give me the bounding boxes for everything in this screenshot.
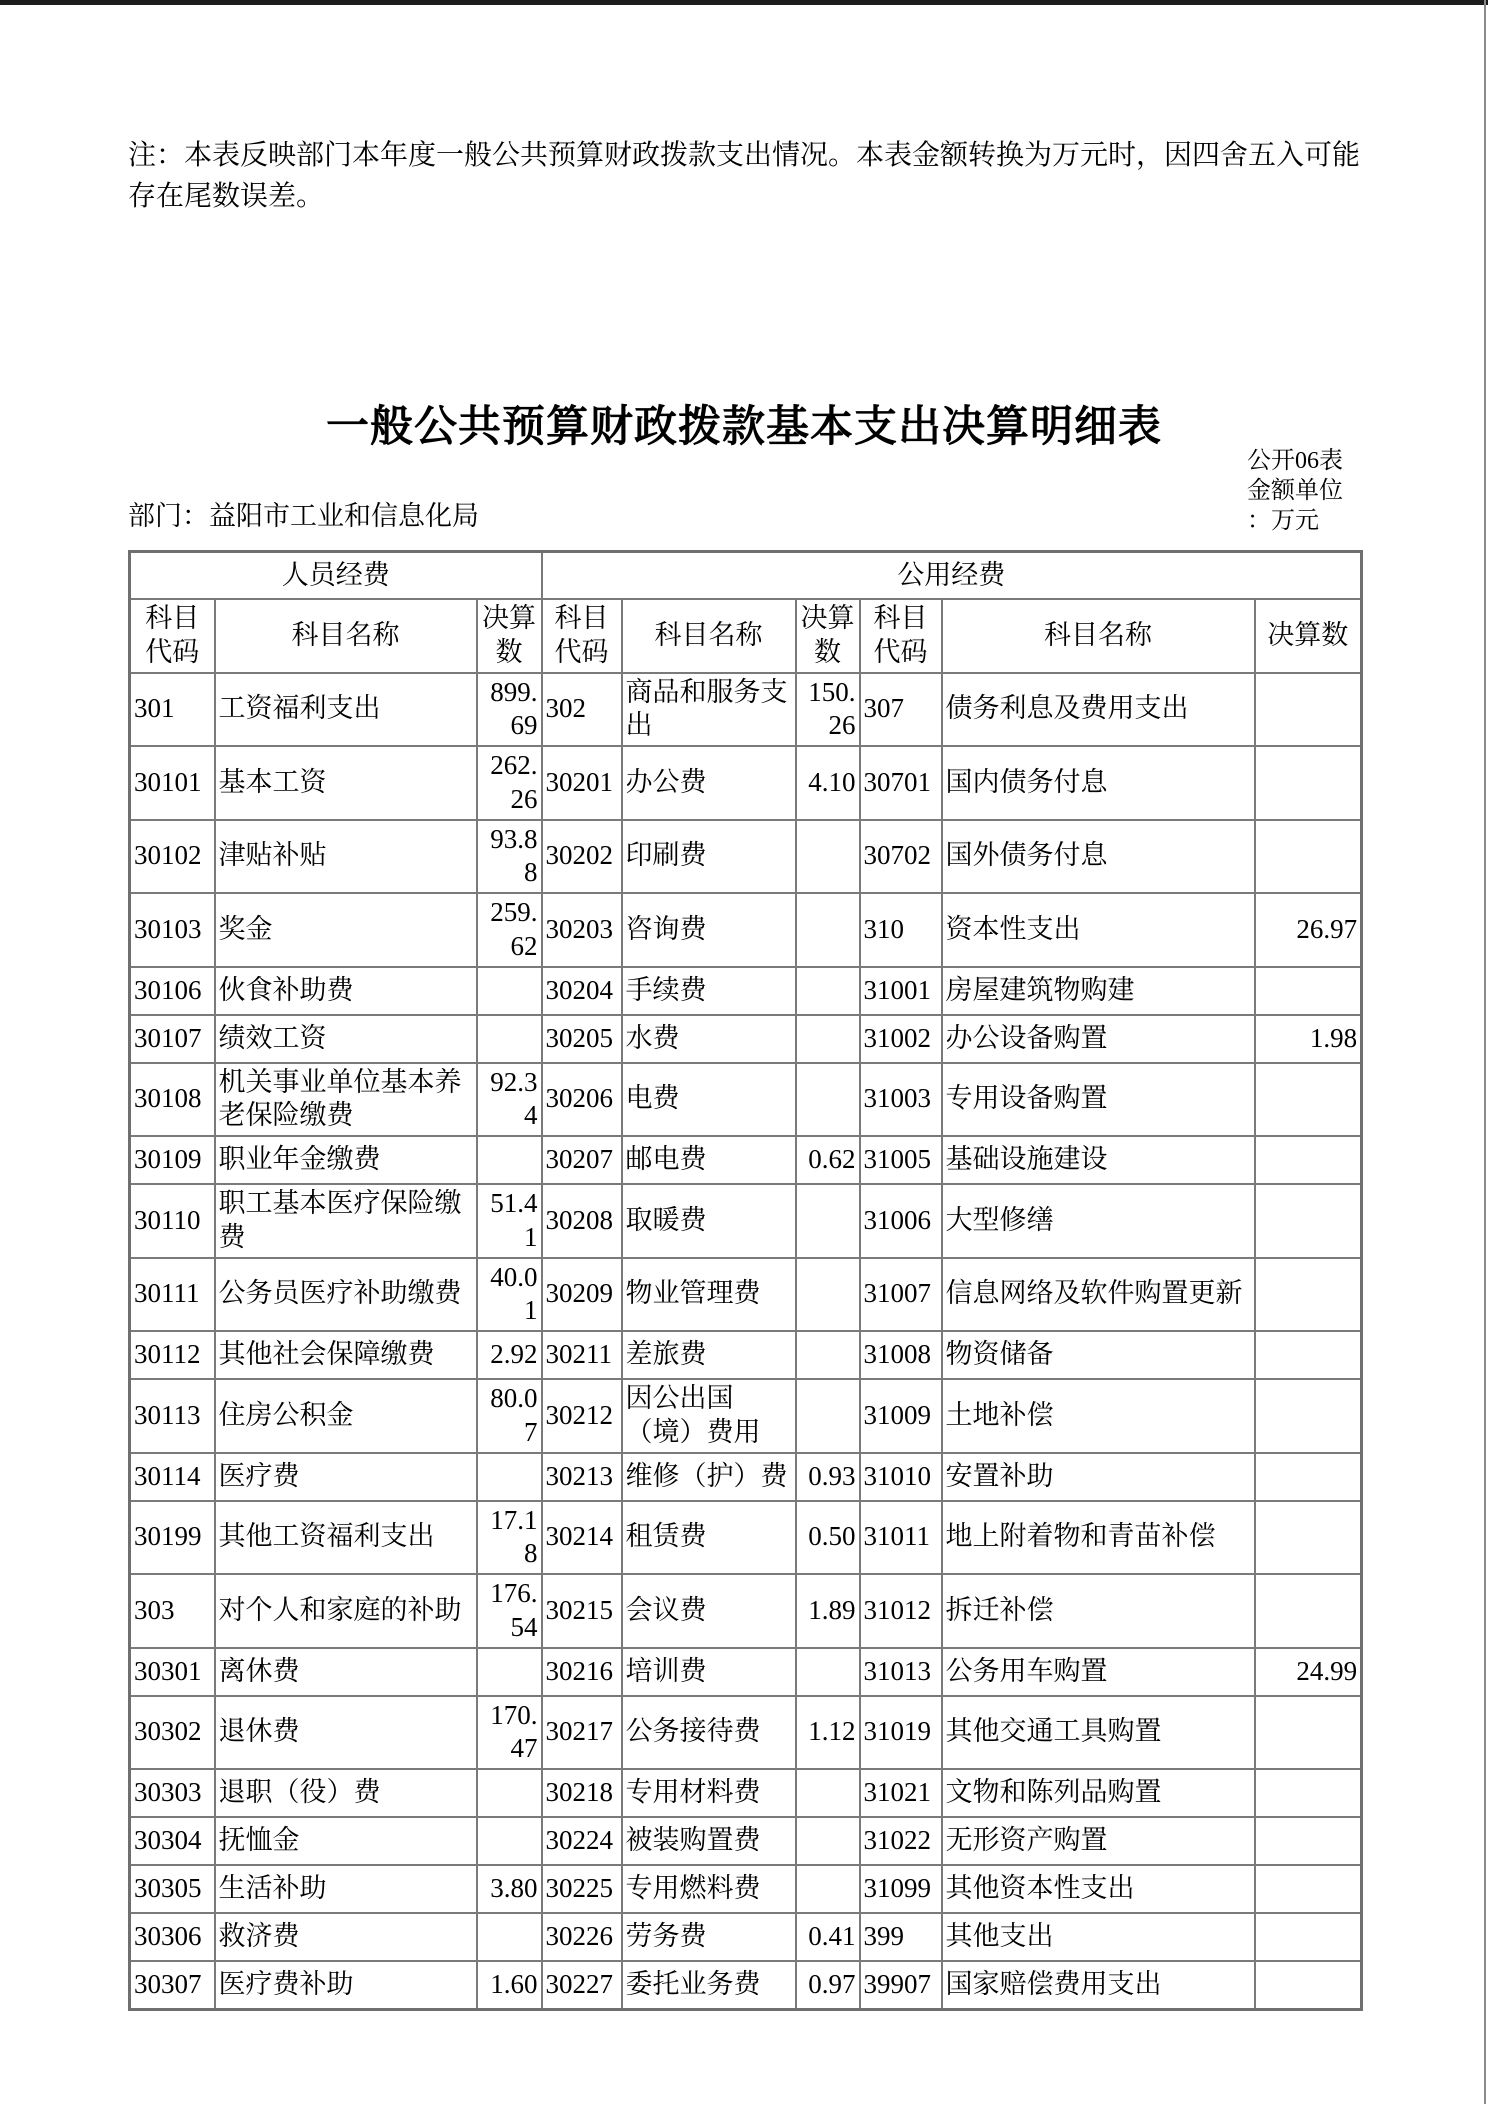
table-row bbox=[130, 1184, 1362, 1258]
cell-value: 0.62 bbox=[796, 1136, 860, 1184]
cell-name: 取暖费 bbox=[622, 1184, 796, 1258]
cell-value bbox=[796, 1015, 860, 1063]
cell-code: 31001 bbox=[860, 967, 942, 1015]
cell-value: 40.01 bbox=[477, 1258, 542, 1332]
cell-name: 公务用车购置 bbox=[942, 1648, 1255, 1696]
cell-code: 30114 bbox=[130, 1453, 215, 1501]
cell-name: 工资福利支出 bbox=[215, 673, 477, 747]
cell-value: 262.26 bbox=[477, 746, 542, 820]
cell-value bbox=[1255, 1184, 1362, 1258]
cell-name: 机关事业单位基本养老保险缴费 bbox=[215, 1063, 477, 1137]
group-header-public: 公用经费 bbox=[542, 552, 1362, 600]
cell-name: 印刷费 bbox=[622, 820, 796, 894]
cell-value bbox=[796, 1258, 860, 1332]
cell-code: 31019 bbox=[860, 1696, 942, 1770]
page-title: 一般公共预算财政拨款基本支出决算明细表 bbox=[326, 404, 1162, 451]
cell-name: 住房公积金 bbox=[215, 1379, 477, 1453]
cell-code: 30108 bbox=[130, 1063, 215, 1137]
cell-value bbox=[1255, 1961, 1362, 2010]
cell-code: 30102 bbox=[130, 820, 215, 894]
cell-code: 307 bbox=[860, 673, 942, 747]
cell-code: 31008 bbox=[860, 1331, 942, 1379]
cell-name: 租赁费 bbox=[622, 1501, 796, 1575]
cell-name: 土地补偿 bbox=[942, 1379, 1255, 1453]
cell-name: 医疗费补助 bbox=[215, 1961, 477, 2010]
cell-name: 委托业务费 bbox=[622, 1961, 796, 2010]
cell-code: 30112 bbox=[130, 1331, 215, 1379]
cell-name: 其他资本性支出 bbox=[942, 1865, 1255, 1913]
cell-value: 92.34 bbox=[477, 1063, 542, 1137]
cell-name: 奖金 bbox=[215, 893, 477, 967]
cell-code: 30209 bbox=[542, 1258, 622, 1332]
table-row bbox=[130, 967, 1362, 1015]
cell-code: 30204 bbox=[542, 967, 622, 1015]
cell-value: 1.98 bbox=[1255, 1015, 1362, 1063]
cell-name: 职业年金缴费 bbox=[215, 1136, 477, 1184]
cell-name: 其他社会保障缴费 bbox=[215, 1331, 477, 1379]
cell-code: 30205 bbox=[542, 1015, 622, 1063]
cell-code: 31005 bbox=[860, 1136, 942, 1184]
cell-value: 1.60 bbox=[477, 1961, 542, 2010]
cell-value: 0.97 bbox=[796, 1961, 860, 2010]
cell-code: 310 bbox=[860, 893, 942, 967]
table-row bbox=[130, 746, 1362, 820]
cell-code: 30214 bbox=[542, 1501, 622, 1575]
cell-name: 维修（护）费 bbox=[622, 1453, 796, 1501]
cell-value: 259.62 bbox=[477, 893, 542, 967]
cell-code: 31006 bbox=[860, 1184, 942, 1258]
cell-name: 地上附着物和青苗补偿 bbox=[942, 1501, 1255, 1575]
cell-code: 30103 bbox=[130, 893, 215, 967]
cell-value: 17.18 bbox=[477, 1501, 542, 1575]
cell-value bbox=[796, 967, 860, 1015]
cell-name: 拆迁补偿 bbox=[942, 1574, 1255, 1648]
cell-name: 邮电费 bbox=[622, 1136, 796, 1184]
table-row bbox=[130, 893, 1362, 967]
meta-unit-line2: ：万元 bbox=[1247, 508, 1319, 534]
table-row bbox=[130, 1769, 1362, 1817]
cell-code: 30110 bbox=[130, 1184, 215, 1258]
cell-code: 302 bbox=[542, 673, 622, 747]
cell-name: 水费 bbox=[622, 1015, 796, 1063]
cell-name: 劳务费 bbox=[622, 1913, 796, 1961]
cell-value: 26.97 bbox=[1255, 893, 1362, 967]
cell-value: 0.41 bbox=[796, 1913, 860, 1961]
cell-value bbox=[1255, 1453, 1362, 1501]
cell-value: 0.50 bbox=[796, 1501, 860, 1575]
cell-value bbox=[477, 1648, 542, 1696]
cell-code: 30302 bbox=[130, 1696, 215, 1770]
cell-value: 1.12 bbox=[796, 1696, 860, 1770]
cell-name: 退职（役）费 bbox=[215, 1769, 477, 1817]
cell-value bbox=[796, 1331, 860, 1379]
cell-value bbox=[1255, 1769, 1362, 1817]
budget-table bbox=[128, 550, 1363, 2011]
cell-value bbox=[1255, 1379, 1362, 1453]
cell-name: 医疗费 bbox=[215, 1453, 477, 1501]
cell-code: 31003 bbox=[860, 1063, 942, 1137]
cell-code: 30206 bbox=[542, 1063, 622, 1137]
cell-code: 31007 bbox=[860, 1258, 942, 1332]
cell-code: 30101 bbox=[130, 746, 215, 820]
cell-code: 30106 bbox=[130, 967, 215, 1015]
cell-code: 30111 bbox=[130, 1258, 215, 1332]
cell-code: 30199 bbox=[130, 1501, 215, 1575]
cell-code: 31010 bbox=[860, 1453, 942, 1501]
cell-code: 30701 bbox=[860, 746, 942, 820]
table-meta bbox=[1247, 446, 1417, 536]
cell-value: 176.54 bbox=[477, 1574, 542, 1648]
cell-value bbox=[1255, 1331, 1362, 1379]
table-row bbox=[130, 1574, 1362, 1648]
cell-value: 170.47 bbox=[477, 1696, 542, 1770]
col-header-code-3: 科目代码 bbox=[860, 599, 942, 673]
cell-value: 4.10 bbox=[796, 746, 860, 820]
cell-code: 30303 bbox=[130, 1769, 215, 1817]
cell-value bbox=[1255, 820, 1362, 894]
cell-name: 公务接待费 bbox=[622, 1696, 796, 1770]
table-row bbox=[130, 1136, 1362, 1184]
cell-value bbox=[477, 1817, 542, 1865]
cell-value: 3.80 bbox=[477, 1865, 542, 1913]
cell-name: 抚恤金 bbox=[215, 1817, 477, 1865]
cell-code: 30226 bbox=[542, 1913, 622, 1961]
cell-code: 31022 bbox=[860, 1817, 942, 1865]
cell-name: 退休费 bbox=[215, 1696, 477, 1770]
col-header-name-3: 科目名称 bbox=[942, 599, 1255, 673]
cell-value: 899.69 bbox=[477, 673, 542, 747]
table-row bbox=[130, 1913, 1362, 1961]
cell-code: 30212 bbox=[542, 1379, 622, 1453]
cell-code: 30215 bbox=[542, 1574, 622, 1648]
cell-name: 专用燃料费 bbox=[622, 1865, 796, 1913]
table-row bbox=[130, 673, 1362, 747]
cell-value bbox=[796, 1379, 860, 1453]
cell-code: 31021 bbox=[860, 1769, 942, 1817]
cell-value bbox=[796, 1063, 860, 1137]
cell-name: 其他支出 bbox=[942, 1913, 1255, 1961]
cell-value bbox=[796, 1648, 860, 1696]
table-row bbox=[130, 1063, 1362, 1137]
table-body bbox=[130, 673, 1362, 2010]
cell-code: 31002 bbox=[860, 1015, 942, 1063]
col-header-code-1: 科目代码 bbox=[130, 599, 215, 673]
cell-value bbox=[477, 967, 542, 1015]
cell-code: 30306 bbox=[130, 1913, 215, 1961]
page-right-edge-line bbox=[1484, 0, 1486, 2104]
cell-code: 30216 bbox=[542, 1648, 622, 1696]
table-column-header-row bbox=[130, 599, 1362, 673]
cell-value bbox=[796, 1865, 860, 1913]
cell-code: 30202 bbox=[542, 820, 622, 894]
cell-value bbox=[1255, 1817, 1362, 1865]
cell-name: 津贴补贴 bbox=[215, 820, 477, 894]
cell-value: 80.07 bbox=[477, 1379, 542, 1453]
cell-name: 培训费 bbox=[622, 1648, 796, 1696]
cell-code: 399 bbox=[860, 1913, 942, 1961]
table-row bbox=[130, 820, 1362, 894]
table-row bbox=[130, 1817, 1362, 1865]
table-row bbox=[130, 1961, 1362, 2010]
table-row bbox=[130, 1865, 1362, 1913]
cell-name: 救济费 bbox=[215, 1913, 477, 1961]
cell-name: 国外债务付息 bbox=[942, 820, 1255, 894]
cell-code: 30227 bbox=[542, 1961, 622, 2010]
col-header-code-2: 科目代码 bbox=[542, 599, 622, 673]
cell-code: 31009 bbox=[860, 1379, 942, 1453]
cell-name: 文物和陈列品购置 bbox=[942, 1769, 1255, 1817]
cell-code: 30109 bbox=[130, 1136, 215, 1184]
meta-unit-line1: 金额单位 bbox=[1247, 478, 1343, 504]
cell-name: 办公设备购置 bbox=[942, 1015, 1255, 1063]
cell-code: 30307 bbox=[130, 1961, 215, 2010]
cell-code: 30201 bbox=[542, 746, 622, 820]
cell-name: 国家赔偿费用支出 bbox=[942, 1961, 1255, 2010]
cell-value bbox=[796, 820, 860, 894]
cell-value bbox=[1255, 1258, 1362, 1332]
cell-name: 物业管理费 bbox=[622, 1258, 796, 1332]
group-header-personnel: 人员经费 bbox=[130, 552, 542, 600]
cell-name: 手续费 bbox=[622, 967, 796, 1015]
table-row bbox=[130, 1331, 1362, 1379]
cell-value bbox=[796, 893, 860, 967]
cell-name: 离休费 bbox=[215, 1648, 477, 1696]
cell-code: 31012 bbox=[860, 1574, 942, 1648]
cell-value bbox=[1255, 1136, 1362, 1184]
cell-name: 无形资产购置 bbox=[942, 1817, 1255, 1865]
col-header-name-2: 科目名称 bbox=[622, 599, 796, 673]
cell-value: 24.99 bbox=[1255, 1648, 1362, 1696]
cell-value: 1.89 bbox=[796, 1574, 860, 1648]
cell-code: 30211 bbox=[542, 1331, 622, 1379]
cell-name: 安置补助 bbox=[942, 1453, 1255, 1501]
cell-code: 30218 bbox=[542, 1769, 622, 1817]
table-row bbox=[130, 1648, 1362, 1696]
cell-code: 30224 bbox=[542, 1817, 622, 1865]
cell-name: 办公费 bbox=[622, 746, 796, 820]
cell-value bbox=[1255, 1574, 1362, 1648]
cell-name: 其他工资福利支出 bbox=[215, 1501, 477, 1575]
cell-value bbox=[1255, 746, 1362, 820]
department-label: 部门：益阳市工业和信息化局 bbox=[128, 501, 479, 531]
cell-code: 31099 bbox=[860, 1865, 942, 1913]
cell-code: 30702 bbox=[860, 820, 942, 894]
cell-code: 30207 bbox=[542, 1136, 622, 1184]
cell-value bbox=[1255, 1696, 1362, 1770]
cell-name: 物资储备 bbox=[942, 1331, 1255, 1379]
cell-value: 51.41 bbox=[477, 1184, 542, 1258]
cell-value bbox=[1255, 967, 1362, 1015]
table-note: 注：本表反映部门本年度一般公共预算财政拨款支出情况。本表金额转换为万元时，因四舍五入可能存在尾数误差。 bbox=[128, 140, 1361, 212]
cell-value bbox=[477, 1136, 542, 1184]
cell-code: 30113 bbox=[130, 1379, 215, 1453]
cell-code: 30213 bbox=[542, 1453, 622, 1501]
cell-value bbox=[477, 1453, 542, 1501]
cell-name: 会议费 bbox=[622, 1574, 796, 1648]
cell-name: 信息网络及软件购置更新 bbox=[942, 1258, 1255, 1332]
table-row bbox=[130, 1453, 1362, 1501]
cell-code: 31011 bbox=[860, 1501, 942, 1575]
cell-name: 房屋建筑物购建 bbox=[942, 967, 1255, 1015]
cell-name: 公务员医疗补助缴费 bbox=[215, 1258, 477, 1332]
cell-code: 30217 bbox=[542, 1696, 622, 1770]
cell-code: 30225 bbox=[542, 1865, 622, 1913]
cell-name: 商品和服务支出 bbox=[622, 673, 796, 747]
cell-value: 93.88 bbox=[477, 820, 542, 894]
cell-name: 资本性支出 bbox=[942, 893, 1255, 967]
cell-name: 专用材料费 bbox=[622, 1769, 796, 1817]
cell-value bbox=[1255, 1501, 1362, 1575]
cell-name: 生活补助 bbox=[215, 1865, 477, 1913]
cell-value bbox=[477, 1015, 542, 1063]
top-edge-bar bbox=[0, 0, 1488, 5]
cell-value bbox=[477, 1769, 542, 1817]
cell-code: 301 bbox=[130, 673, 215, 747]
cell-name: 基础设施建设 bbox=[942, 1136, 1255, 1184]
cell-name: 大型修缮 bbox=[942, 1184, 1255, 1258]
cell-name: 咨询费 bbox=[622, 893, 796, 967]
cell-code: 39907 bbox=[860, 1961, 942, 2010]
cell-value bbox=[796, 1769, 860, 1817]
table-row bbox=[130, 1696, 1362, 1770]
cell-code: 30305 bbox=[130, 1865, 215, 1913]
cell-name: 其他交通工具购置 bbox=[942, 1696, 1255, 1770]
cell-value bbox=[796, 1817, 860, 1865]
cell-name: 基本工资 bbox=[215, 746, 477, 820]
cell-name: 差旅费 bbox=[622, 1331, 796, 1379]
cell-value bbox=[477, 1913, 542, 1961]
cell-name: 专用设备购置 bbox=[942, 1063, 1255, 1137]
col-header-value-1: 决算数 bbox=[477, 599, 542, 673]
cell-code: 30107 bbox=[130, 1015, 215, 1063]
cell-code: 30301 bbox=[130, 1648, 215, 1696]
meta-sheet-number: 公开06表 bbox=[1247, 448, 1343, 474]
cell-value bbox=[796, 1184, 860, 1258]
table-row bbox=[130, 1015, 1362, 1063]
cell-name: 被装购置费 bbox=[622, 1817, 796, 1865]
table-row bbox=[130, 1501, 1362, 1575]
table-group-header-row bbox=[130, 552, 1362, 600]
cell-value: 0.93 bbox=[796, 1453, 860, 1501]
cell-name: 国内债务付息 bbox=[942, 746, 1255, 820]
cell-name: 绩效工资 bbox=[215, 1015, 477, 1063]
cell-name: 债务利息及费用支出 bbox=[942, 673, 1255, 747]
cell-code: 30208 bbox=[542, 1184, 622, 1258]
cell-value bbox=[1255, 1865, 1362, 1913]
cell-value bbox=[1255, 1913, 1362, 1961]
cell-name: 因公出国（境）费用 bbox=[622, 1379, 796, 1453]
cell-code: 30304 bbox=[130, 1817, 215, 1865]
col-header-value-3: 决算数 bbox=[1255, 599, 1362, 673]
table-row bbox=[130, 1379, 1362, 1453]
col-header-name-1: 科目名称 bbox=[215, 599, 477, 673]
cell-code: 31013 bbox=[860, 1648, 942, 1696]
col-header-value-2: 决算数 bbox=[796, 599, 860, 673]
cell-value: 150.26 bbox=[796, 673, 860, 747]
cell-value: 2.92 bbox=[477, 1331, 542, 1379]
cell-name: 电费 bbox=[622, 1063, 796, 1137]
cell-value bbox=[1255, 1063, 1362, 1137]
cell-code: 303 bbox=[130, 1574, 215, 1648]
cell-value bbox=[1255, 673, 1362, 747]
cell-code: 30203 bbox=[542, 893, 622, 967]
cell-name: 伙食补助费 bbox=[215, 967, 477, 1015]
cell-name: 职工基本医疗保险缴费 bbox=[215, 1184, 477, 1258]
table-row bbox=[130, 1258, 1362, 1332]
cell-name: 对个人和家庭的补助 bbox=[215, 1574, 477, 1648]
